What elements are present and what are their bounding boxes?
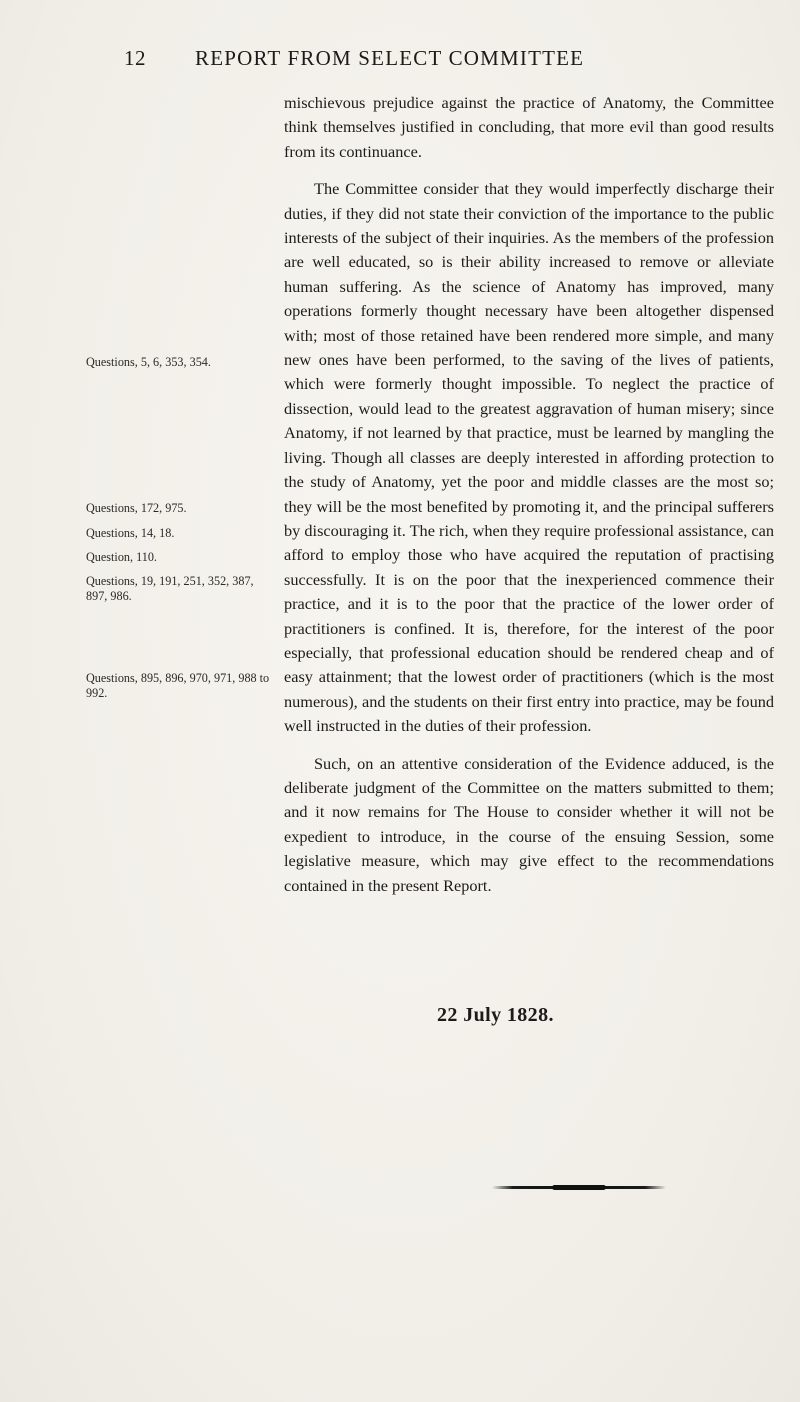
body-text xyxy=(284,91,774,898)
margin-note: Questions, 895, 896, 970, 971, 988 to 992. xyxy=(86,671,270,700)
page-number: 12 xyxy=(124,46,146,70)
paragraph: mischievous prejudice against the practice of Anatomy, the Committee think themselves justified in concluding, that more evil than good results from its continuance. xyxy=(284,93,774,161)
margin-note: Questions, 14, 18. xyxy=(86,526,175,540)
closing-rule xyxy=(492,1186,666,1189)
dateline: 22 July 1828. xyxy=(437,1004,554,1026)
paragraph: Such, on an attentive consideration of the Evidence adduced, is the deliberate judgment of the Committee on the matters submitted to them; and it now remains for The House to consider whether it will not be expedient to introduce, in the course of the ensuing Session, some legislative measure, which may give effect to the recommendations contained in the present Report. xyxy=(284,753,774,895)
running-head: REPORT FROM SELECT COMMITTEE xyxy=(195,46,585,70)
paragraph: The Committee consider that they would imperfectly discharge their duties, if they did not state their conviction of the importance to the public interests of the subject of their inquiries. As the members of the profession are well educated, so is their ability increased to remove or alleviate human suffering. As the science of Anatomy has improved, many operations formerly thought necessary have been altogether dispensed with; most of those retained have been rendered more simple, and many new ones have been performed, to the saving of the lives of patients, which were formerly thought impossible. To neglect the practice of dissection, would lead to the greatest aggravation of human misery; since Anatomy, if not learned by that practice, must be learned by mangling the living. Though all classes are deeply interested in affording protection to the study of Anatomy, yet the poor and middle classes are the most so; they will be the most benefited by promoting it, and the principal sufferers by discouraging it. The rich, when they require professional assistance, can afford to employ those who have acquired the reputation of practising successfully. It is on the poor that the inexperienced commence their practice, and it is to the poor that the practice of the lower order of practitioners is confined. It is, therefore, for the interest of the poor especially, that professional education should be rendered cheap and of easy attainment; that the lowest order of practitioners (which is the most numerous), and the students on their first entry into practice, may be found well instructed in the duties of their profession. xyxy=(284,179,774,736)
margin-note: Question, 110. xyxy=(86,550,157,564)
margin-note: Questions, 172, 975. xyxy=(86,501,187,515)
margin-note: Questions, 19, 191, 251, 352, 387, 897, 986. xyxy=(86,574,254,603)
margin-note: Questions, 5, 6, 353, 354. xyxy=(86,355,211,369)
margin-notes xyxy=(0,0,280,1402)
